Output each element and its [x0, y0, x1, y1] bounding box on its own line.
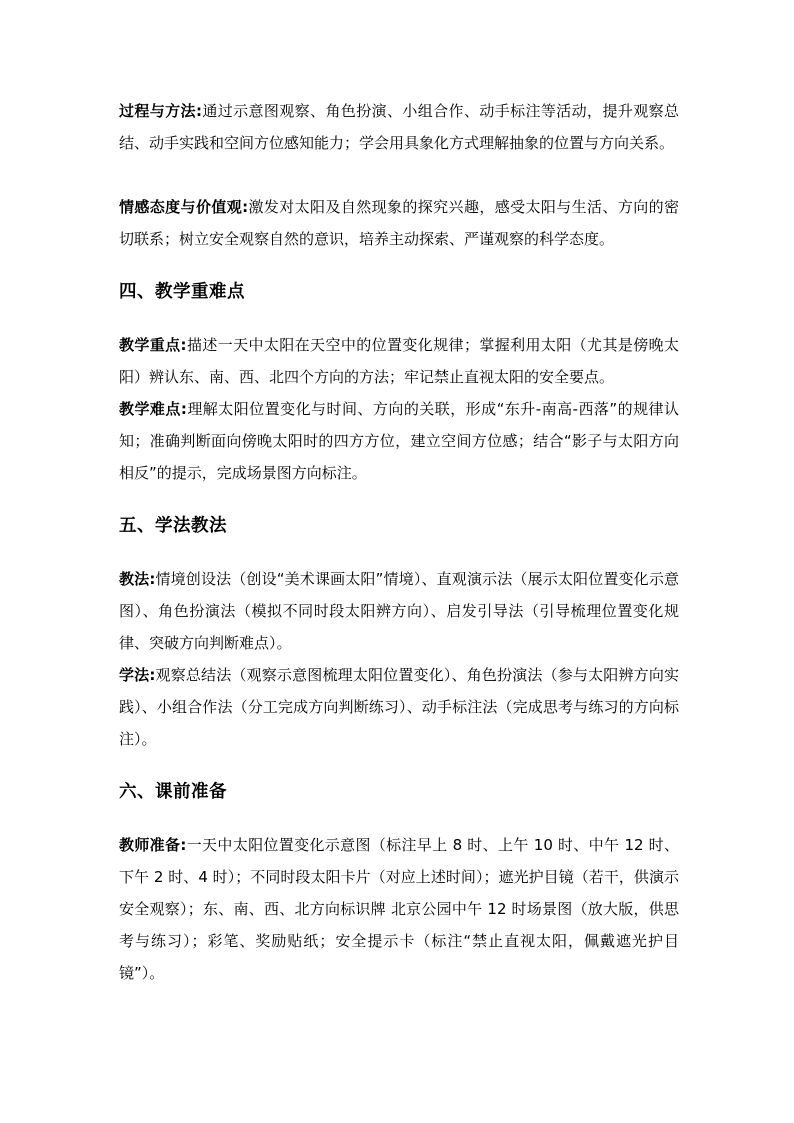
section-methods	[119, 511, 679, 541]
method-learning	[119, 659, 679, 755]
paragraph-teaching	[119, 563, 679, 659]
label-process: 过程与方法:	[119, 102, 202, 120]
heading-key-points: 四、教学重难点	[119, 282, 245, 302]
heading-preparation: 六、课前准备	[119, 782, 227, 802]
objective-emotion	[119, 191, 679, 255]
paragraph-teacher-preparation	[119, 829, 679, 989]
label-teacher-preparation: 教师准备:	[119, 836, 187, 854]
objective-process	[119, 95, 679, 159]
section-preparation	[119, 777, 679, 807]
text-difficulty: 理解太阳位置变化与时间、方向的关联，形成“东升-南高-西落”的规律认知；准确判断面向傍晚太阳时的四方方位，建立空间方位感；结合“影子与太阳方向相反”的提示，完成场景图方向标注。	[119, 400, 679, 482]
label-focus: 教学重点:	[119, 336, 187, 354]
preparation-teacher	[119, 829, 679, 989]
heading-methods: 五、学法教法	[119, 516, 227, 536]
paragraph-process	[119, 95, 679, 159]
method-teaching	[119, 563, 679, 659]
text-process: 通过示意图观察、角色扮演、小组合作、动手标注等活动，提升观察总结、动手实践和空间方位感知能力；学会用具象化方式理解抽象的位置与方向关系。	[119, 102, 679, 152]
key-difficulty	[119, 393, 679, 489]
text-learning: 观察总结法（观察示意图梳理太阳位置变化）、角色扮演法（参与太阳辨方向实践）、小组合作法（分工完成方向判断练习）、动手标注法（完成思考与练习的方向标注）。	[119, 666, 679, 748]
text-focus: 描述一天中太阳在天空中的位置变化规律；掌握利用太阳（尤其是傍晚太阳）辨认东、南、西、北四个方向的方法；牢记禁止直视太阳的安全要点。	[119, 336, 679, 386]
paragraph-difficulty	[119, 393, 679, 489]
paragraph-focus	[119, 329, 679, 393]
key-focus	[119, 329, 679, 393]
section-key-points	[119, 277, 679, 307]
label-learning: 学法:	[119, 666, 156, 684]
label-difficulty: 教学难点:	[119, 400, 187, 418]
paragraph-emotion	[119, 191, 679, 255]
label-emotion: 情感态度与价值观:	[119, 198, 249, 216]
text-emotion: 激发对太阳及自然现象的探究兴趣，感受太阳与生活、方向的密切联系；树立安全观察自然的意识，培养主动探索、严谨观察的科学态度。	[119, 198, 679, 248]
text-teacher-preparation: 一天中太阳位置变化示意图（标注早上 8 时、上午 10 时、中午 12 时、下午 2 时、4 时）；不同时段太阳卡片（对应上述时间）；遮光护目镜（若干，供演示安全观察）；东、南、西、北方向标识牌 北京公园中午 12 时场景图（放大版，供思考与练习）；彩笔、奖励贴纸；安全提示卡（标注“禁止直视太阳，佩戴遮光护目镜”）。	[119, 836, 679, 982]
label-teaching: 教法:	[119, 570, 156, 588]
text-teaching: 情境创设法（创设“美术课画太阳”情境）、直观演示法（展示太阳位置变化示意图）、角色扮演法（模拟不同时段太阳辨方向）、启发引导法（引导梳理位置变化规律、突破方向判断难点）。	[119, 570, 679, 652]
paragraph-learning	[119, 659, 679, 755]
